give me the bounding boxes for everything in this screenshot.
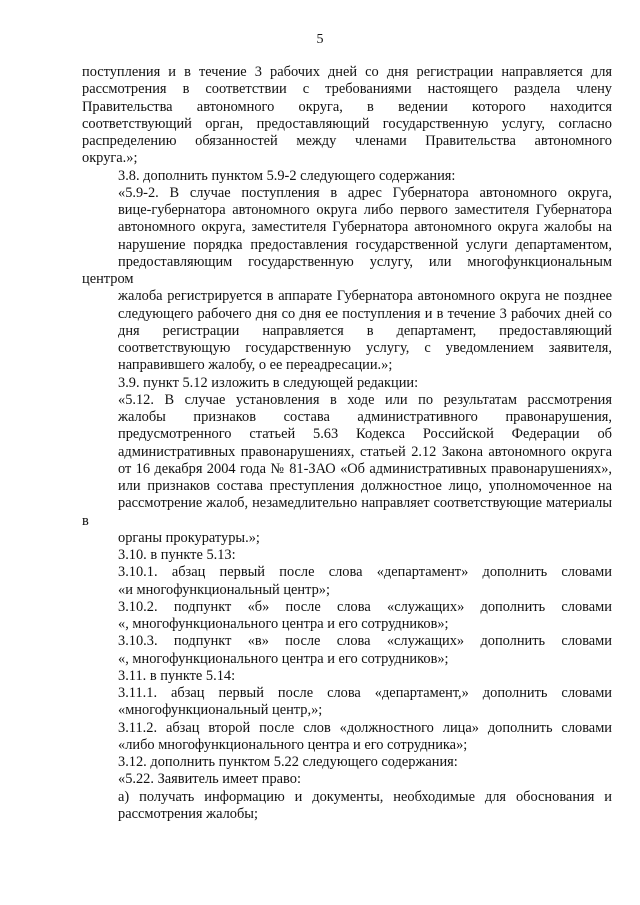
text-line: округа.»; <box>82 150 138 167</box>
text-line: «, многофункционального центра и его сотрудников»; <box>118 650 449 667</box>
paragraph <box>82 789 612 824</box>
paragraph <box>82 633 612 668</box>
paragraph <box>82 599 612 634</box>
document-body <box>82 64 612 823</box>
paragraph <box>82 392 612 547</box>
paragraph <box>82 168 612 185</box>
text-line: органы прокуратуры.»; <box>118 529 260 546</box>
text-line: жалобы признаков состава административного правонарушения, <box>118 409 612 425</box>
text-line: 3.10.1. абзац первый после слова «департамент» дополнить словами <box>118 564 612 581</box>
text-line: административных правонарушениях, статьей 2.12 Закона автономного округа <box>118 443 612 460</box>
text-line: «и многофункциональный центр»; <box>118 581 330 598</box>
paragraph <box>82 668 612 685</box>
text-line: рассмотрения жалобы; <box>118 805 258 822</box>
text-line: соответствующий орган, предоставляющий государственную услугу, согласно <box>82 115 612 132</box>
text-line: рассмотрения в соответствии с требованиями настоящего раздела члену <box>82 81 612 98</box>
text-line: «5.12. В случае установления в ходе или по результатам рассмотрения <box>118 391 612 408</box>
text-line: предусмотренного статьей 5.63 Кодекса Российской Федерации об <box>118 426 612 443</box>
text-line: 3.12. дополнить пунктом 5.22 следующего содержания: <box>118 754 458 770</box>
text-line: дня регистрации направляется в департамент, предоставляющий <box>118 322 612 339</box>
text-line: соответствующую государственную услугу, с уведомлением заявителя, <box>118 340 612 356</box>
text-line: распределению обязанностей между членами Правительства автономного <box>82 133 612 149</box>
text-line: или признаков состава преступления должностное лицо, уполномоченное на <box>118 478 612 494</box>
text-line: 3.11.2. абзац второй после слов «должностного лица» дополнить словами <box>118 719 612 736</box>
text-line: предоставляющим государственную услугу, или многофункциональным центром <box>82 253 612 287</box>
text-line: 3.10.2. подпункт «б» после слова «служащих» дополнить словами <box>118 598 612 615</box>
text-line: от 16 декабря 2004 года № 81-ЗАО «Об административных правонарушениях», <box>118 460 612 477</box>
text-line: «, многофункционального центра и его сотрудников»; <box>118 616 449 632</box>
text-line: направившего жалобу, о ее переадресации.»; <box>118 357 393 374</box>
page-number: 5 <box>316 32 324 47</box>
text-line: автономного округа, заместителя Губернатора автономного округа жалобы на <box>118 219 612 236</box>
paragraph <box>82 375 612 392</box>
paragraph <box>82 754 612 771</box>
text-line: 3.8. дополнить пунктом 5.9-2 следующего содержания: <box>118 167 456 184</box>
text-line: 3.11. в пункте 5.14: <box>118 667 236 684</box>
paragraph <box>82 547 612 564</box>
text-line: Правительства автономного округа, в ведении которого находится <box>82 98 612 115</box>
text-line: вице-губернатора автономного округа либо первого заместителя Губернатора <box>118 202 612 218</box>
text-line: 3.11.1. абзац первый после слова «департамент,» дополнить словами <box>118 685 612 701</box>
text-line: «5.22. Заявитель имеет право: <box>118 771 301 788</box>
text-line: жалоба регистрируется в аппарате Губернатора автономного округа не позднее <box>118 288 612 305</box>
text-line: поступления и в течение 3 рабочих дней со дня регистрации направляется для <box>82 64 612 80</box>
paragraph <box>82 685 612 720</box>
text-line: «многофункциональный центр,»; <box>118 702 323 719</box>
text-line: рассмотрение жалоб, незамедлительно направляет соответствующие материалы в <box>82 495 612 529</box>
text-line: 3.10.3. подпункт «в» после слова «служащих» дополнить словами <box>118 633 612 650</box>
text-line: «либо многофункционального центра и его сотрудника»; <box>118 736 468 753</box>
text-line: 3.9. пункт 5.12 изложить в следующей редакции: <box>118 374 419 391</box>
text-line: «5.9-2. В случае поступления в адрес Губернатора автономного округа, <box>118 184 612 201</box>
text-line: а) получать информацию и документы, необходимые для обоснования и <box>118 788 612 805</box>
paragraph <box>82 185 612 375</box>
paragraph <box>82 720 612 755</box>
text-line: следующего рабочего дня со дня ее поступления и в течение 3 рабочих дней со <box>118 305 612 322</box>
paragraph <box>82 771 612 788</box>
text-line: нарушение порядка предоставления государственной услуги департаментом, <box>118 236 612 253</box>
paragraph <box>82 64 612 168</box>
text-line: 3.10. в пункте 5.13: <box>118 547 236 563</box>
paragraph <box>82 564 612 599</box>
